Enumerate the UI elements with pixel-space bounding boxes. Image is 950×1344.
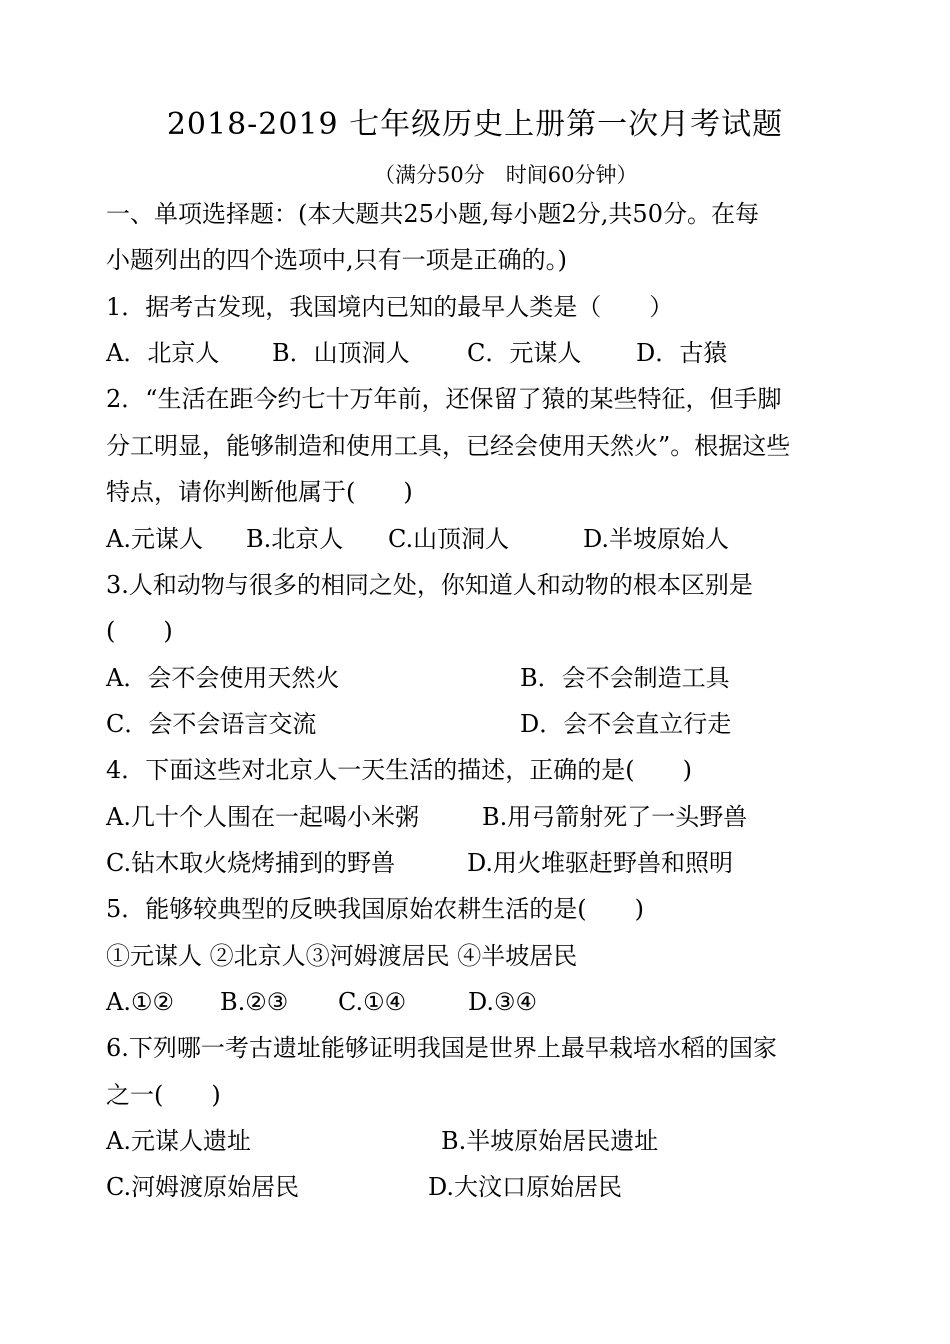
question-6-option-b: B.半坡原始居民遗址 [441,1127,659,1155]
exam-title: 2018-2019 七年级历史上册第一次月考试题 [166,107,784,142]
question-6-stem-line-2: 之一( ) [106,1081,221,1109]
question-2-stem-line-1: 2．“生活在距今约七十万年前，还保留了猿的某些特征，但手脚 [106,385,782,413]
question-5-items: ①元谋人 ②北京人③河姆渡居民 ④半坡居民 [106,942,578,970]
question-3-stem-line-1: 3.人和动物与很多的相同之处，你知道人和动物的根本区别是 [106,571,753,599]
question-5-stem: 5．能够较典型的反映我国原始农耕生活的是( ) [106,895,644,923]
question-4-option-b: B.用弓箭射死了一头野兽 [482,803,748,831]
question-4-option-a: A.几十个人围在一起喝小米粥 [106,803,419,831]
exam-subtitle: （满分50分 时间60分钟） [374,163,638,187]
question-3-option-a: A．会不会使用天然火 [106,664,340,692]
question-1-option-a: A．北京人 [106,339,220,367]
question-1-option-b: B．山顶洞人 [272,339,410,367]
question-2-option-b: B.北京人 [246,525,344,553]
question-2-stem-line-3: 特点，请你判断他属于( ) [106,478,413,506]
question-4-option-c: C.钻木取火烧烤捕到的野兽 [106,849,396,877]
question-1-stem: 1．据考古发现，我国境内已知的最早人类是（ ） [106,293,674,321]
question-5-option-d: D.③④ [468,988,538,1016]
question-6-option-a: A.元谋人遗址 [106,1127,251,1155]
question-1-option-c: C．元谋人 [467,339,582,367]
question-2-option-d: D.半坡原始人 [583,525,730,553]
question-5-option-b: B.②③ [220,988,289,1016]
question-3-stem-line-2: ( ) [106,617,173,645]
question-2-stem-line-2: 分工明显，能够制造和使用工具，已经会使用天然火”。根据这些 [106,432,791,460]
question-3-option-b: B．会不会制造工具 [520,664,730,692]
question-6-stem-line-1: 6.下列哪一考古遗址能够证明我国是世界上最早栽培水稻的国家 [106,1034,777,1062]
question-3-option-d: D．会不会直立行走 [520,710,732,738]
section-heading-line-1: 一、单项选择题：(本大题共25小题,每小题2分,共50分。在每 [106,200,759,228]
question-6-option-c: C.河姆渡原始居民 [106,1173,300,1201]
question-4-option-d: D.用火堆驱赶野兽和照明 [467,849,734,877]
question-6-option-d: D.大汶口原始居民 [428,1173,623,1201]
question-2-option-c: C.山顶洞人 [388,525,510,553]
question-4-stem: 4．下面这些对北京人一天生活的描述，正确的是( ) [106,756,692,784]
section-heading-line-2: 小题列出的四个选项中,只有一项是正确的。) [106,246,567,274]
question-5-option-c: C.①④ [338,988,407,1016]
question-3-option-c: C．会不会语言交流 [106,710,317,738]
question-1-option-d: D．古猿 [636,339,728,367]
question-2-option-a: A.元谋人 [106,525,203,553]
question-5-option-a: A.①② [106,988,174,1016]
